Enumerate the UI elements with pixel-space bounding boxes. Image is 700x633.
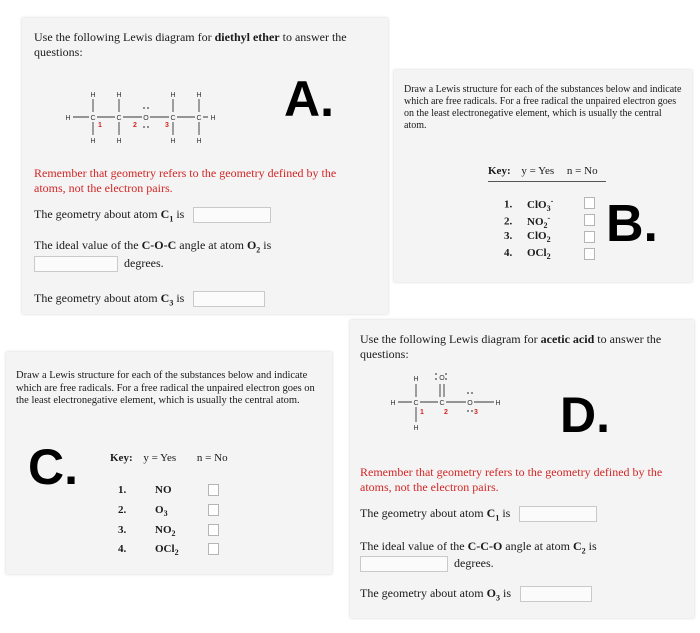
atom-h: H xyxy=(413,376,419,383)
question-cco-angle: The ideal value of the C-C-O angle at atom $C_2$ is xyxy=(360,539,597,556)
substance-item: 1. NO xyxy=(118,484,172,496)
angle-answer-row xyxy=(34,256,164,272)
atom-h: H xyxy=(90,92,96,99)
atom-h: H xyxy=(495,400,501,407)
intro-text-end: to answer the questions: xyxy=(360,332,662,361)
answer-input-c1[interactable] xyxy=(519,506,597,522)
question-c3-geometry: The geometry about atom $C_3$ is xyxy=(34,291,265,308)
question-o3-geometry: The geometry about atom $O_3$ is xyxy=(360,586,592,603)
atom-h: H xyxy=(170,138,176,145)
molecule-name: diethyl ether xyxy=(214,30,280,44)
panel-b-instructions: Draw a Lewis structure for each of the substances below and indicate which are free radicals. For a free radical the unpaired electron goes on the least electronegative element, which is usually the central atom. xyxy=(404,84,682,131)
answer-input-angle[interactable] xyxy=(34,256,118,272)
atom-label-3: 3 xyxy=(165,122,169,129)
key-underline xyxy=(488,181,606,182)
atom-o: O xyxy=(439,375,445,382)
atom-h: H xyxy=(116,138,122,145)
answer-input-o3[interactable] xyxy=(520,586,592,602)
panel-b xyxy=(394,70,692,282)
substance-item: 3. ClO$_2$ xyxy=(504,230,551,245)
substance-item: 4. OCl$_2$ xyxy=(118,543,179,558)
panel-a-intro xyxy=(34,30,374,60)
atom-o: O xyxy=(143,115,149,122)
atom-h: H xyxy=(116,92,122,99)
panel-c-instructions: Draw a Lewis structure for each of the substances below and indicate which are free radicals. For a free radical the unpaired electron goes on the least electronegative element, which is usually the central atom. xyxy=(16,370,315,407)
acetic-acid-lewis-diagram xyxy=(384,370,504,440)
atom-o: O xyxy=(467,400,473,407)
question-c1-geometry: The geometry about atom $C_1$ is xyxy=(360,506,597,523)
atom-h: H xyxy=(196,138,202,145)
atom-c: C xyxy=(90,115,96,122)
angle-answer-row xyxy=(360,556,494,572)
radical-answer-checkbox[interactable] xyxy=(584,214,595,226)
atom-label-1: 1 xyxy=(98,122,102,129)
atom-h: H xyxy=(90,138,96,145)
panel-c xyxy=(6,352,332,574)
atom-c: C xyxy=(413,400,419,407)
geometry-reminder: Remember that geometry refers to the geometry defined by the atoms, not the electron pairs. xyxy=(360,465,663,494)
geometry-reminder: Remember that geometry refers to the geometry defined by the atoms, not the electron pairs. xyxy=(34,166,337,195)
key-legend: Key: y = Yes n = No xyxy=(488,165,598,177)
molecule-name: acetic acid xyxy=(540,332,595,346)
atom-label-1: 1 xyxy=(420,409,424,416)
atom-h: H xyxy=(170,92,176,99)
atom-h: H xyxy=(196,92,202,99)
intro-text: Use the following Lewis diagram for xyxy=(34,30,215,44)
radical-answer-checkbox[interactable] xyxy=(208,524,219,536)
atom-h: H xyxy=(390,400,396,407)
key-legend: Key: y = Yes n = No xyxy=(110,452,228,464)
atom-c: C xyxy=(116,115,122,122)
atom-label-2: 2 xyxy=(133,122,137,129)
question-c1-geometry: The geometry about atom $C_1$ is xyxy=(34,207,271,224)
atom-label-2: 2 xyxy=(444,409,448,416)
atom-h: H xyxy=(210,115,216,122)
atom-h: H xyxy=(413,425,419,432)
substance-item: 4. OCl$_2$ xyxy=(504,247,551,262)
atom-c: C xyxy=(170,115,176,122)
panel-d-intro xyxy=(360,332,686,362)
substance-item: 1. ClO$_3$- xyxy=(504,196,554,213)
panel-letter-b: B. xyxy=(606,195,658,253)
substance-item: 3. $NO_2$ xyxy=(118,524,176,539)
substance-item: 2. $O_3$ xyxy=(118,504,168,519)
answer-input-c1[interactable] xyxy=(193,207,271,223)
panel-letter-a: A. xyxy=(284,71,334,127)
radical-answer-checkbox[interactable] xyxy=(208,543,219,555)
answer-input-c3[interactable] xyxy=(193,291,265,307)
radical-answer-checkbox[interactable] xyxy=(208,504,219,516)
atom-label-3: 3 xyxy=(474,409,478,416)
panel-d xyxy=(350,320,694,618)
answer-input-angle[interactable] xyxy=(360,556,448,572)
degrees-unit: degrees. xyxy=(124,256,164,270)
intro-text: Use the following Lewis diagram for xyxy=(360,332,541,346)
radical-answer-checkbox[interactable] xyxy=(208,484,219,496)
panel-letter-c: C. xyxy=(28,439,78,495)
panel-a xyxy=(22,18,388,314)
intro-text-end: to answer the questions: xyxy=(34,30,347,59)
radical-answer-checkbox[interactable] xyxy=(584,248,595,260)
atom-c: C xyxy=(196,115,202,122)
atom-c: C xyxy=(439,400,445,407)
radical-answer-checkbox[interactable] xyxy=(584,197,595,209)
atom-h: H xyxy=(65,115,71,122)
panel-letter-d: D. xyxy=(560,387,610,443)
substance-item: 2. $NO_2^-$ xyxy=(504,213,551,230)
radical-answer-checkbox[interactable] xyxy=(584,231,595,243)
degrees-unit: degrees. xyxy=(454,556,494,570)
diethyl-ether-lewis-diagram xyxy=(56,72,236,162)
question-coc-angle: The ideal value of the C-O-C angle at atom $O_2$ is xyxy=(34,238,272,255)
